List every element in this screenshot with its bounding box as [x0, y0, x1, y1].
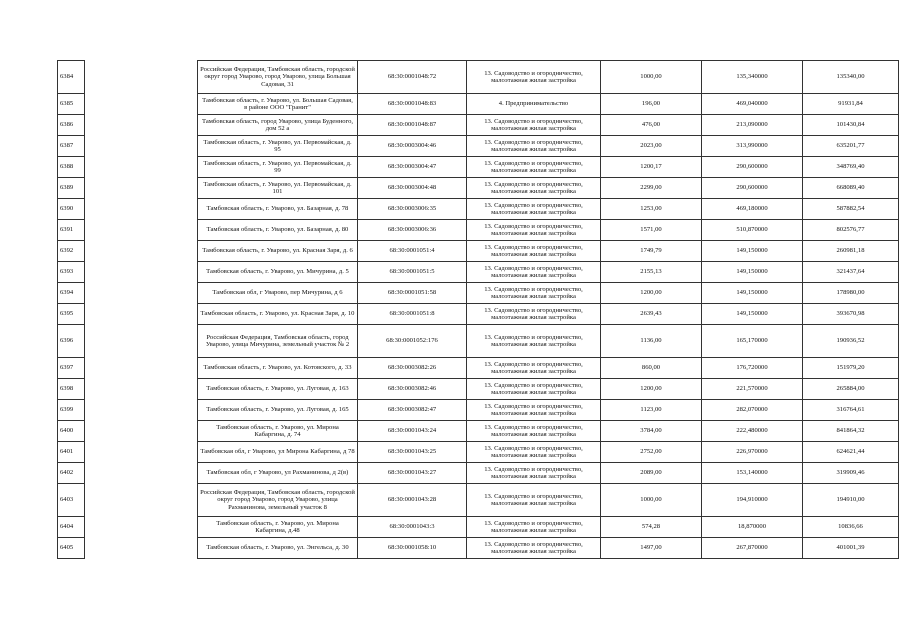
address-cell: Тамбовская область, г. Уварово, ул. Мирона Кабаргина, д.48: [198, 517, 358, 538]
specific-value-cell: 221,570000: [702, 379, 803, 400]
area-cell: 1253,00: [601, 199, 702, 220]
land-use-cell: 13. Садоводство и огородничество, малоэтажная жилая застройка: [467, 283, 601, 304]
land-cadastral-value-table: [57, 60, 899, 559]
address-cell: Тамбовская обл, г Уварово, ул Мирона Кабаргина, д 78: [198, 442, 358, 463]
spacer-cell: [85, 178, 198, 199]
cadastral-number-cell: 68:30:0001051:5: [358, 262, 467, 283]
cadastral-value-cell: 178980,00: [803, 283, 899, 304]
cadastral-value-cell: 319909,46: [803, 463, 899, 484]
row-number-cell: 6401: [58, 442, 85, 463]
specific-value-cell: 176,720000: [702, 358, 803, 379]
land-use-cell: 13. Садоводство и огородничество, малоэтажная жилая застройка: [467, 379, 601, 400]
address-cell: Российская Федерация, Тамбовская область, городской округ город Уварово, город Уварово, улица Большая Садовая, 31: [198, 61, 358, 94]
cadastral-value-cell: 91931,84: [803, 94, 899, 115]
table-row: [58, 421, 899, 442]
land-use-cell: 13. Садоводство и огородничество, малоэтажная жилая застройка: [467, 136, 601, 157]
land-use-cell: 13. Садоводство и огородничество, малоэтажная жилая застройка: [467, 115, 601, 136]
land-use-cell: 13. Садоводство и огородничество, малоэтажная жилая застройка: [467, 463, 601, 484]
table-row: [58, 262, 899, 283]
cadastral-number-cell: 68:30:0003082:26: [358, 358, 467, 379]
table-row: [58, 304, 899, 325]
row-number-cell: 6388: [58, 157, 85, 178]
specific-value-cell: 267,870000: [702, 538, 803, 559]
area-cell: 2155,13: [601, 262, 702, 283]
table-row: [58, 61, 899, 94]
address-cell: Тамбовская область, г. Уварово, ул. Базарная, д. 78: [198, 199, 358, 220]
spacer-cell: [85, 262, 198, 283]
row-number-cell: 6404: [58, 517, 85, 538]
spacer-cell: [85, 442, 198, 463]
cadastral-number-cell: 68:30:0001043:28: [358, 484, 467, 517]
cadastral-number-cell: 68:30:0001051:4: [358, 241, 467, 262]
area-cell: 2023,00: [601, 136, 702, 157]
specific-value-cell: 290,600000: [702, 178, 803, 199]
area-cell: 1749,79: [601, 241, 702, 262]
cadastral-value-cell: 802576,77: [803, 220, 899, 241]
spacer-cell: [85, 136, 198, 157]
spacer-cell: [85, 94, 198, 115]
cadastral-number-cell: 68:30:0001043:3: [358, 517, 467, 538]
cadastral-value-cell: 190936,52: [803, 325, 899, 358]
area-cell: 1200,17: [601, 157, 702, 178]
area-cell: 2639,43: [601, 304, 702, 325]
row-number-cell: 6403: [58, 484, 85, 517]
address-cell: Тамбовская область, г. Уварово, ул. Красная Заря, д. 10: [198, 304, 358, 325]
address-cell: Тамбовская область, г. Уварово, ул. Первомайская, д. 95: [198, 136, 358, 157]
cadastral-value-cell: 194910,00: [803, 484, 899, 517]
row-number-cell: 6387: [58, 136, 85, 157]
row-number-cell: 6390: [58, 199, 85, 220]
cadastral-value-cell: 668089,40: [803, 178, 899, 199]
address-cell: Тамбовская область, г. Уварово, ул. Базарная, д. 80: [198, 220, 358, 241]
cadastral-value-cell: 321437,64: [803, 262, 899, 283]
spacer-cell: [85, 400, 198, 421]
address-cell: Тамбовская область, город Уварово, улица Буденного, дом 52 а: [198, 115, 358, 136]
land-use-cell: 13. Садоводство и огородничество, малоэтажная жилая застройка: [467, 61, 601, 94]
row-number-cell: 6400: [58, 421, 85, 442]
area-cell: 860,00: [601, 358, 702, 379]
land-use-cell: 13. Садоводство и огородничество, малоэтажная жилая застройка: [467, 325, 601, 358]
address-cell: Тамбовская обл, г Уварово, пер Мичурина, д 6: [198, 283, 358, 304]
table-row: [58, 136, 899, 157]
specific-value-cell: 313,990000: [702, 136, 803, 157]
land-use-cell: 13. Садоводство и огородничество, малоэтажная жилая застройка: [467, 304, 601, 325]
area-cell: 1497,00: [601, 538, 702, 559]
table-row: [58, 178, 899, 199]
spacer-cell: [85, 283, 198, 304]
specific-value-cell: 153,140000: [702, 463, 803, 484]
area-cell: 3784,00: [601, 421, 702, 442]
address-cell: Тамбовская область, г. Уварово, ул. Мичурина, д. 5: [198, 262, 358, 283]
spacer-cell: [85, 115, 198, 136]
row-number-cell: 6385: [58, 94, 85, 115]
spacer-cell: [85, 484, 198, 517]
cadastral-number-cell: 68:30:0001051:58: [358, 283, 467, 304]
address-cell: Тамбовская область, г. Уварово, ул. Луговая, д. 163: [198, 379, 358, 400]
spacer-cell: [85, 517, 198, 538]
address-cell: Тамбовская область, г. Уварово, ул. Первомайская, д. 101: [198, 178, 358, 199]
table-row: [58, 484, 899, 517]
cadastral-number-cell: 68:30:0001043:27: [358, 463, 467, 484]
specific-value-cell: 510,870000: [702, 220, 803, 241]
row-number-cell: 6384: [58, 61, 85, 94]
area-cell: 476,00: [601, 115, 702, 136]
cadastral-value-cell: 393670,98: [803, 304, 899, 325]
cadastral-number-cell: 68:30:0003004:47: [358, 157, 467, 178]
row-number-cell: 6389: [58, 178, 85, 199]
row-number-cell: 6392: [58, 241, 85, 262]
spacer-cell: [85, 304, 198, 325]
land-use-cell: 13. Садоводство и огородничество, малоэтажная жилая застройка: [467, 538, 601, 559]
table-row: [58, 220, 899, 241]
row-number-cell: 6391: [58, 220, 85, 241]
specific-value-cell: 149,150000: [702, 283, 803, 304]
land-use-cell: 13. Садоводство и огородничество, малоэтажная жилая застройка: [467, 178, 601, 199]
land-use-cell: 4. Предпринимательство: [467, 94, 601, 115]
address-cell: Тамбовская область, г. Уварово, ул. Большая Садовая, в районе ООО "Гранит": [198, 94, 358, 115]
table-body: [58, 61, 899, 559]
row-number-cell: 6398: [58, 379, 85, 400]
cadastral-number-cell: 68:30:0001051:8: [358, 304, 467, 325]
row-number-cell: 6397: [58, 358, 85, 379]
spacer-cell: [85, 199, 198, 220]
area-cell: 1200,00: [601, 379, 702, 400]
spacer-cell: [85, 358, 198, 379]
table-row: [58, 442, 899, 463]
cadastral-value-cell: 10836,66: [803, 517, 899, 538]
land-use-cell: 13. Садоводство и огородничество, малоэтажная жилая застройка: [467, 517, 601, 538]
cadastral-number-cell: 68:30:0003004:48: [358, 178, 467, 199]
table-row: [58, 538, 899, 559]
area-cell: 1123,00: [601, 400, 702, 421]
address-cell: Тамбовская область, г. Уварово, ул. Луговая, д. 165: [198, 400, 358, 421]
row-number-cell: 6399: [58, 400, 85, 421]
specific-value-cell: 213,090000: [702, 115, 803, 136]
cadastral-value-cell: 135340,00: [803, 61, 899, 94]
spacer-cell: [85, 463, 198, 484]
cadastral-value-cell: 348769,40: [803, 157, 899, 178]
table-row: [58, 517, 899, 538]
spacer-cell: [85, 421, 198, 442]
address-cell: Тамбовская область, г. Уварово, ул. Котовского, д. 33: [198, 358, 358, 379]
address-cell: Тамбовская область, г. Уварово, ул. Красная Заря, д. 6: [198, 241, 358, 262]
table-row: [58, 379, 899, 400]
specific-value-cell: 165,170000: [702, 325, 803, 358]
cadastral-value-cell: 101430,84: [803, 115, 899, 136]
address-cell: Тамбовская область, г. Уварово, ул. Мирона Кабаргина, д. 74: [198, 421, 358, 442]
area-cell: 1136,00: [601, 325, 702, 358]
table-row: [58, 94, 899, 115]
row-number-cell: 6395: [58, 304, 85, 325]
specific-value-cell: 149,150000: [702, 241, 803, 262]
spacer-cell: [85, 325, 198, 358]
specific-value-cell: 282,070000: [702, 400, 803, 421]
specific-value-cell: 135,340000: [702, 61, 803, 94]
table-row: [58, 463, 899, 484]
row-number-cell: 6394: [58, 283, 85, 304]
specific-value-cell: 222,480000: [702, 421, 803, 442]
cadastral-value-cell: 401001,39: [803, 538, 899, 559]
cadastral-number-cell: 68:30:0003006:35: [358, 199, 467, 220]
cadastral-number-cell: 68:30:0001058:10: [358, 538, 467, 559]
land-use-cell: 13. Садоводство и огородничество, малоэтажная жилая застройка: [467, 157, 601, 178]
address-cell: Тамбовская область, г. Уварово, ул. Энгельса, д. 30: [198, 538, 358, 559]
area-cell: 1200,00: [601, 283, 702, 304]
address-cell: Российская Федерация, Тамбовская область, город Уварово, улица Мичурина, земельный участок № 2: [198, 325, 358, 358]
row-number-cell: 6402: [58, 463, 85, 484]
specific-value-cell: 149,150000: [702, 304, 803, 325]
table-row: [58, 115, 899, 136]
cadastral-number-cell: 68:30:0001048:72: [358, 61, 467, 94]
table-row: [58, 241, 899, 262]
land-use-cell: 13. Садоводство и огородничество, малоэтажная жилая застройка: [467, 400, 601, 421]
address-cell: Тамбовская обл, г Уварово, ул Рахманинова, д 2(в): [198, 463, 358, 484]
area-cell: 1571,00: [601, 220, 702, 241]
land-use-cell: 13. Садоводство и огородничество, малоэтажная жилая застройка: [467, 241, 601, 262]
area-cell: 1000,00: [601, 484, 702, 517]
spacer-cell: [85, 220, 198, 241]
cadastral-value-cell: 316764,61: [803, 400, 899, 421]
spacer-cell: [85, 241, 198, 262]
table-row: [58, 358, 899, 379]
row-number-cell: 6393: [58, 262, 85, 283]
area-cell: 2752,00: [601, 442, 702, 463]
area-cell: 2299,00: [601, 178, 702, 199]
cadastral-value-cell: 635201,77: [803, 136, 899, 157]
spacer-cell: [85, 538, 198, 559]
cadastral-value-cell: 841864,32: [803, 421, 899, 442]
cadastral-number-cell: 68:30:0003082:46: [358, 379, 467, 400]
row-number-cell: 6405: [58, 538, 85, 559]
specific-value-cell: 469,040000: [702, 94, 803, 115]
cadastral-number-cell: 68:30:0001048:83: [358, 94, 467, 115]
spacer-cell: [85, 379, 198, 400]
cadastral-number-cell: 68:30:0001043:24: [358, 421, 467, 442]
table-row: [58, 325, 899, 358]
cadastral-value-cell: 624621,44: [803, 442, 899, 463]
area-cell: 574,28: [601, 517, 702, 538]
land-use-cell: 13. Садоводство и огородничество, малоэтажная жилая застройка: [467, 199, 601, 220]
land-use-cell: 13. Садоводство и огородничество, малоэтажная жилая застройка: [467, 262, 601, 283]
specific-value-cell: 290,600000: [702, 157, 803, 178]
specific-value-cell: 149,150000: [702, 262, 803, 283]
row-number-cell: 6396: [58, 325, 85, 358]
spacer-cell: [85, 61, 198, 94]
land-use-cell: 13. Садоводство и огородничество, малоэтажная жилая застройка: [467, 421, 601, 442]
cadastral-value-cell: 260981,18: [803, 241, 899, 262]
cadastral-number-cell: 68:30:0003006:36: [358, 220, 467, 241]
area-cell: 196,00: [601, 94, 702, 115]
address-cell: Тамбовская область, г. Уварово, ул. Первомайская, д. 99: [198, 157, 358, 178]
spacer-cell: [85, 157, 198, 178]
cadastral-number-cell: 68:30:0003082:47: [358, 400, 467, 421]
area-cell: 1000,00: [601, 61, 702, 94]
land-use-cell: 13. Садоводство и огородничество, малоэтажная жилая застройка: [467, 358, 601, 379]
table-row: [58, 283, 899, 304]
cadastral-value-cell: 151979,20: [803, 358, 899, 379]
cadastral-number-cell: 68:30:0001048:87: [358, 115, 467, 136]
specific-value-cell: 226,970000: [702, 442, 803, 463]
cadastral-number-cell: 68:30:0003004:46: [358, 136, 467, 157]
address-cell: Российская Федерация, Тамбовская область, городской округ город Уварово, город Уварово, улица Рахманинова, земельный участок 8: [198, 484, 358, 517]
area-cell: 2089,00: [601, 463, 702, 484]
row-number-cell: 6386: [58, 115, 85, 136]
land-use-cell: 13. Садоводство и огородничество, малоэтажная жилая застройка: [467, 220, 601, 241]
land-use-cell: 13. Садоводство и огородничество, малоэтажная жилая застройка: [467, 484, 601, 517]
cadastral-number-cell: 68:30:0001052:176: [358, 325, 467, 358]
table-row: [58, 157, 899, 178]
specific-value-cell: 18,870000: [702, 517, 803, 538]
table-row: [58, 400, 899, 421]
cadastral-number-cell: 68:30:0001043:25: [358, 442, 467, 463]
cadastral-value-cell: 265884,00: [803, 379, 899, 400]
specific-value-cell: 194,910000: [702, 484, 803, 517]
cadastral-value-cell: 587882,54: [803, 199, 899, 220]
land-use-cell: 13. Садоводство и огородничество, малоэтажная жилая застройка: [467, 442, 601, 463]
specific-value-cell: 469,180000: [702, 199, 803, 220]
table-row: [58, 199, 899, 220]
